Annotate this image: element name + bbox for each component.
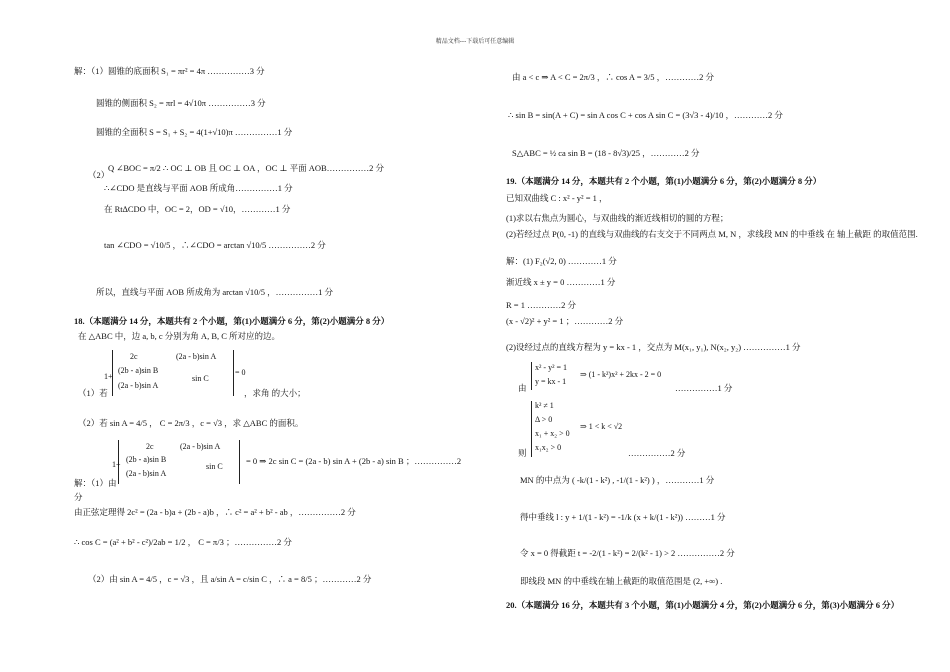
solution-line: 渐近线 x ± y = 0 …………1 分	[506, 277, 616, 287]
det-cell: 2c	[130, 352, 138, 361]
question-18-part1-label: （1）若	[78, 388, 108, 398]
solution-part-label: （2）	[88, 170, 110, 180]
question-19-stem: 已知双曲线 C : x² - y² = 1 ，	[506, 193, 608, 203]
det-cell: (2a - b)sin A	[176, 352, 217, 361]
det-equals-zero: = 0	[235, 368, 246, 377]
score-marker: ……………2 分	[628, 448, 686, 458]
solution-line: 由正弦定理得 2c² = (2a - b)a + (2b - a)b ，∴ c² = a² + b² - ab ，……………2 分	[74, 507, 356, 517]
question-18-part1-text: ，求角 的大小；	[244, 388, 306, 398]
det-cell: (2a - b)sin A	[126, 469, 167, 478]
question-19-heading: 19.（本题满分 14 分，本题共有 2 个小题，第(1)小题满分 6 分，第(2)小题满分 8 分）	[506, 176, 822, 186]
det-cell: (2b - a)sin B	[118, 366, 159, 375]
question-19-part1: (1)求以右焦点为圆心，与双曲线的渐近线相切的圆的方程；	[506, 213, 729, 223]
question-18-part2: （2）若 sin A = 4/5 ， C = 2π/3 ，c = √3 ，求 △ABC 的面积。	[78, 418, 304, 428]
solution-line: Q ∠BOC = π/2 ∴ OC ⊥ OB 且 OC ⊥ OA ，OC ⊥ 平面 AOB……………2 分	[108, 163, 385, 173]
system-condition: Δ > 0	[535, 415, 553, 424]
question-20-heading: 20.（本题满分 16 分，本题共有 3 个小题，第(1)小题满分 4 分，第(2)小题满分 6 分，第(3)小题满分 6 分）	[506, 600, 900, 610]
question-19-part2: (2)若经过点 P(0, -1) 的直线与双曲线的右支交于不同两点 M, N ，求线段 MN 的中垂线 在 轴上截距 的取值范围.	[506, 229, 918, 239]
solution-line: MN 的中点为 ( -k/(1 - k²) , -1/(1 - k²) ) ，…………1 分	[520, 475, 715, 485]
system-condition: x₁x₂ > 0	[535, 443, 562, 452]
solution-line: 圆锥的全面积 S = S₁ + S₂ = 4(1+√10)π ……………1 分	[96, 127, 293, 137]
det-cell: 2c	[146, 442, 154, 451]
question-18-stem: 在 △ABC 中，边 a, b, c 分别为角 A, B, C 所对应的边。	[78, 331, 281, 341]
solution-line: (x - √2)² + y² = 1 ；…………2 分	[506, 316, 624, 326]
solution-line: 得中垂线 l : y + 1/(1 - k²) = -1/k (x + k/(1 - k²)) ………1 分	[520, 512, 726, 522]
det-cell: (2a - b)sin A	[118, 381, 159, 390]
solution-label: 由	[518, 383, 527, 393]
system-equation: y = kx - 1	[535, 377, 567, 386]
solution-line: （2）由 sin A = 4/5 ，c = √3 ，且 a/sin A = c/sin C ，∴ a = 8/5 ；…………2 分	[88, 574, 372, 584]
system-condition: x₁ + x₂ > 0	[535, 429, 570, 438]
solution-line: ∴∠CDO 是直线与平面 AOB 所成角……………1 分	[104, 183, 293, 193]
question-18-heading: 18.（本题满分 14 分，本题共有 2 个小题，第(1)小题满分 6 分，第(2)小题满分 8 分）	[74, 316, 390, 326]
solution-line: 解：（1）圆锥的底面积 S₁ = πr² = 4π ……………3 分	[74, 66, 265, 76]
solution-line: ∴ sin B = sin(A + C) = sin A cos C + cos A sin C = (3√3 - 4)/10 ，…………2 分	[508, 110, 783, 120]
system-result: ⇒ (1 - k²)x² + 2kx - 2 = 0	[580, 370, 662, 379]
system-brace	[531, 401, 532, 457]
system-condition: k² ≠ 1	[535, 401, 554, 410]
solution-line: 解：（1）由	[74, 478, 117, 488]
det-cell: 1+	[112, 460, 121, 469]
det-cell: sin C	[192, 374, 209, 383]
solution-line: ∴ cos C = (a² + b² - c²)/2ab = 1/2 ， C = π/3 ；……………2 分	[74, 537, 292, 547]
solution-line: 令 x = 0 得截距 t = -2/(1 - k²) = 2/(k² - 1) > 2 ……………2 分	[520, 548, 735, 558]
det-cell: (2b - a)sin B	[126, 455, 167, 464]
solution-line: 圆锥的侧面积 S₂ = πrl = 4√10π ……………3 分	[96, 98, 266, 108]
solution-line: 所以，直线与平面 AOB 所成角为 arctan √10/5 ，……………1 分	[96, 287, 333, 297]
system-equation: x² - y² = 1	[535, 363, 567, 372]
solution-line: 分	[74, 492, 83, 502]
score-marker: ……………1 分	[675, 383, 733, 393]
system-result: ⇒ 1 < k < √2	[580, 422, 623, 431]
solution-line: R = 1 …………2 分	[506, 300, 576, 310]
solution-line: 在 Rt∆CDO 中，OC = 2，OD = √10，…………1 分	[104, 204, 291, 214]
solution-line: 解：(1) F₂(√2, 0) …………1 分	[506, 256, 617, 266]
solution-line: S△ABC = ½ ca sin B = (18 - 8√3)/25 ，…………2 分	[512, 148, 700, 158]
solution-line: = 0 ⇒ 2c sin C = (2a - b) sin A + (2b - a) sin B ；……………2	[246, 456, 462, 466]
solution-line: (2)设经过点的直线方程为 y = kx - 1 ，交点为 M(x₁, y₁), N(x₂, y₂) ……………1 分	[506, 342, 801, 352]
solution-label: 则	[518, 448, 527, 458]
page-header: 精品文档---下载后可任意编辑	[435, 38, 515, 45]
solution-line: tan ∠CDO = √10/5 ，∴∠CDO = arctan √10/5 ……………2 分	[104, 240, 326, 250]
det-cell: (2a - b)sin A	[180, 442, 221, 451]
system-brace	[531, 362, 532, 390]
det-cell: 1+	[104, 372, 113, 381]
det-cell: sin C	[206, 462, 223, 471]
solution-line: 由 a < c ⇒ A < C = 2π/3 ，∴ cos A = 3/5 ，…………2 分	[512, 72, 715, 82]
solution-line: 即线段 MN 的中垂线在轴上截距的取值范围是 (2, +∞) .	[520, 576, 723, 586]
